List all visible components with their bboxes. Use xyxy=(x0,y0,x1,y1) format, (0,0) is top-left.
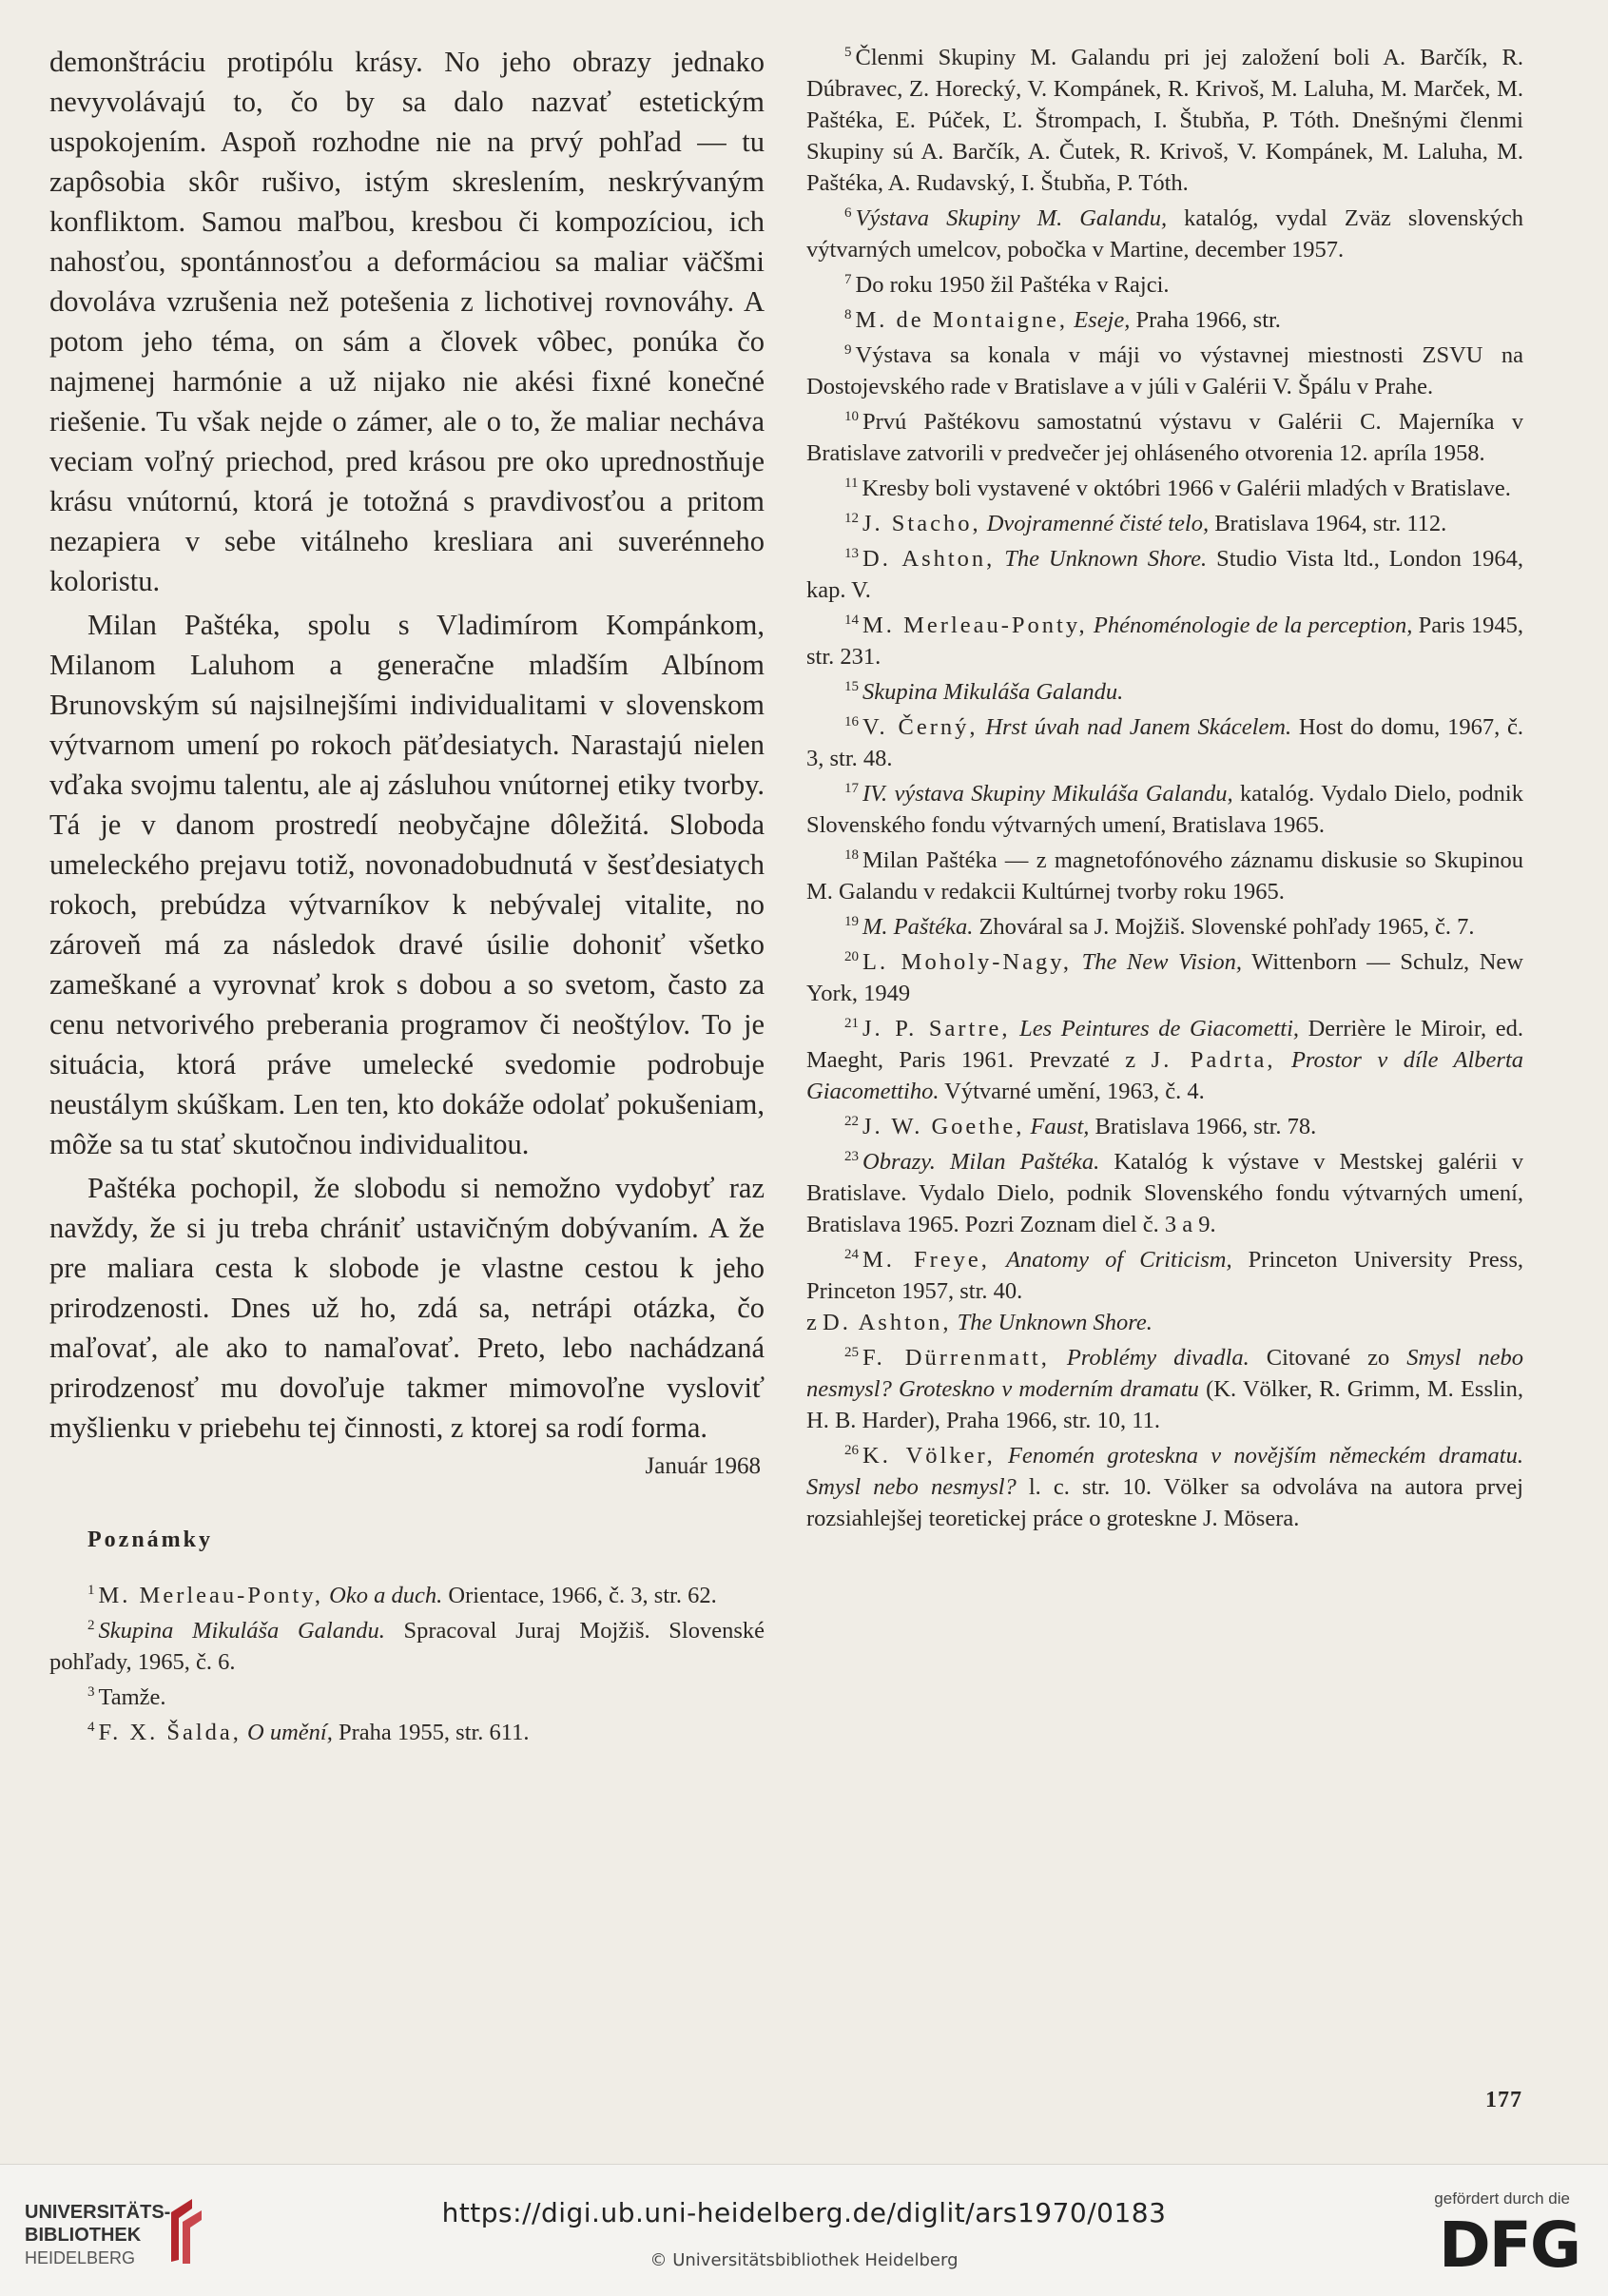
footnote xyxy=(806,340,1523,402)
footnote-text: J. P. Sartre, Les Peintures de Giacometti, Derrière le Miroir, ed. Maeght, Paris 1961. Prevzaté z J. Padrta, Prostor v díle Alberta Giacomettiho. Výtvarné umění, 1963, č. 4. xyxy=(806,1016,1523,1104)
footnote-number: 4 xyxy=(87,1719,95,1735)
footnote-text: F. Dürrenmatt, Problémy divadla. Citované zo Smysl nebo nesmysl? Groteskno v moderním dramatu (K. Völker, R. Grimm, M. Esslin, H. B. Harder), Praha 1966, str. 10, 11. xyxy=(806,1345,1524,1433)
footnote xyxy=(806,610,1523,672)
footnote xyxy=(49,1717,765,1748)
footnote-text: J. W. Goethe, Faust, Bratislava 1966, str. 78. xyxy=(862,1114,1317,1139)
footnote-number: 24 xyxy=(844,1246,859,1262)
footnote xyxy=(806,711,1523,774)
footnote-text: M. de Montaigne, Eseje, Praha 1966, str. xyxy=(855,307,1281,333)
footnote-number: 20 xyxy=(844,948,859,964)
footnote-number: 25 xyxy=(844,1344,859,1360)
footnote-number: 5 xyxy=(844,44,852,60)
footnote xyxy=(806,946,1523,1009)
footnote xyxy=(806,42,1523,199)
footnote xyxy=(806,911,1523,943)
footnote-text: Milan Paštéka — z magnetofónového záznamu diskusie so Skupinou M. Galandu v redakcii Kultúrnej tvorby roku 1965. xyxy=(806,847,1523,905)
footnote-number: 8 xyxy=(844,306,852,322)
footnote xyxy=(806,1440,1523,1534)
footnote xyxy=(49,1615,765,1678)
footnote xyxy=(806,203,1523,265)
footnote-text: Prvú Paštékovu samostatnú výstavu v Galérii C. Majerníka v Bratislave zatvorili v predvečer jej ohláseného otvorenia 12. apríla 1958. xyxy=(806,409,1523,466)
footnote-number: 2 xyxy=(87,1617,95,1633)
notes-column xyxy=(806,42,1523,1538)
footnote-number: 16 xyxy=(844,713,859,730)
footnote xyxy=(806,406,1523,469)
footnote-text: F. X. Šalda, O umění, Praha 1955, str. 611. xyxy=(98,1720,530,1745)
footnote xyxy=(806,778,1523,841)
footnote xyxy=(806,1146,1523,1240)
footnote-number: 1 xyxy=(87,1582,95,1598)
footnote-text: IV. výstava Skupiny Mikuláša Galandu, katalóg. Vydalo Dielo, podnik Slovenského fondu výtvarných umení, Bratislava 1965. xyxy=(806,781,1523,838)
footnote-text: Do roku 1950 žil Paštéka v Rajci. xyxy=(855,272,1170,298)
footnote xyxy=(806,1244,1523,1338)
footnote-number: 26 xyxy=(844,1442,859,1458)
dfg-logo[interactable]: DFG xyxy=(1438,2208,1579,2282)
footnote-number: 11 xyxy=(844,475,859,491)
footnote-number: 6 xyxy=(844,204,852,221)
footnote xyxy=(49,1580,765,1611)
footnote-text: V. Černý, Hrst úvah nad Janem Skácelem. Host do domu, 1967, č. 3, str. 48. xyxy=(806,714,1524,771)
footnote-text: D. Ashton, The Unknown Shore. Studio Vista ltd., London 1964, kap. V. xyxy=(806,546,1524,603)
footnote xyxy=(806,269,1523,301)
footnote-number: 21 xyxy=(844,1015,859,1031)
notes-heading: Poznámky xyxy=(87,1527,213,1552)
footnote xyxy=(49,1682,765,1713)
footnote-text: Kresby boli vystavené v októbri 1966 v Galérii mladých v Bratislave. xyxy=(862,476,1511,501)
footnote xyxy=(806,508,1523,539)
footnote-text: Obrazy. Milan Paštéka. Katalóg k výstave v Mestskej galérii v Bratislave. Vydalo Dielo, podnik Slovenského fondu výtvarných umení, Bratislava 1965. Pozri Zoznam diel č. 3 a 9. xyxy=(806,1149,1523,1237)
footnote xyxy=(806,676,1523,708)
viewer-footer xyxy=(0,2164,1608,2296)
footnote-text: M. Freye, Anatomy of Criticism, Princeton University Press, Princeton 1957, str. 40. z D. Ashton, The Unknown Shore. xyxy=(806,1247,1523,1335)
logo-line-1: UNIVERSITÄTS- xyxy=(25,2202,171,2223)
footnote-text: L. Moholy-Nagy, The New Vision, Wittenborn — Schulz, New York, 1949 xyxy=(806,949,1523,1006)
footnote-text: M. Merleau-Ponty, Oko a duch. Orientace, 1966, č. 3, str. 62. xyxy=(98,1583,717,1608)
footnote xyxy=(806,1342,1523,1436)
footnote-number: 14 xyxy=(844,612,859,628)
footnote-number: 19 xyxy=(844,913,859,929)
footnote-text: Skupina Mikuláša Galandu. xyxy=(862,679,1124,705)
footnote-number: 17 xyxy=(844,780,859,796)
footnote-number: 15 xyxy=(844,678,859,694)
logo-line-3: HEIDELBERG xyxy=(25,2248,136,2267)
footnote-text: M. Paštéka. Zhováral sa J. Mojžiš. Slovenské pohľady 1965, č. 7. xyxy=(862,914,1475,940)
footnote-number: 3 xyxy=(87,1683,95,1700)
footnote-text: Členmi Skupiny M. Galandu pri jej založení boli A. Barčík, R. Dúbravec, Z. Horecký, V. Kompánek, R. Krivoš, M. Laluha, M. Marček, M. Paštéka, E. Púček, Ľ. Štrompach, I. Štubňa, P. Tóth. Dnešnými členmi Skupiny sú A. Barčík, A. Čutek, R. Krivoš, V. Kompánek, M. Laluha, M. Paštéka, A. Rudavský, I. Štubňa, P. Tóth. xyxy=(806,45,1523,196)
main-text-column xyxy=(49,42,765,1752)
page-number: 177 xyxy=(1485,2088,1522,2112)
footnote-number: 12 xyxy=(844,510,859,526)
dfg-caption: gefördert durch die xyxy=(1434,2189,1570,2208)
footnote-number: 18 xyxy=(844,846,859,863)
logo-line-2: BIBLIOTHEK xyxy=(25,2225,142,2246)
footnote xyxy=(806,845,1523,907)
footnote xyxy=(806,473,1523,504)
footnote-text: J. Stacho, Dvojramenné čisté telo, Bratislava 1964, str. 112. xyxy=(862,511,1447,536)
footnote-text: Skupina Mikuláša Galandu. Spracoval Juraj Mojžiš. Slovenské pohľady, 1965, č. 6. xyxy=(49,1618,765,1675)
document-url-link[interactable]: https://digi.ub.uni-heidelberg.de/diglit/ars1970/0183 xyxy=(441,2197,1167,2228)
footnote xyxy=(806,1111,1523,1142)
copyright-notice: © Universitätsbibliothek Heidelberg xyxy=(649,2250,959,2270)
footnote-number: 22 xyxy=(844,1113,859,1129)
body-paragraph-1: demonštráciu protipólu krásy. No jeho obrazy jednako nevyvolávajú to, čo by sa dalo nazvať estetickým uspokojením. Aspoň rozhodne nie na prvý pohľad — tu zapôsobia skôr rušivo, istým skreslením, neskrývaným konfliktom. Samou maľbou, kresbou či kompozíciou, ich nahosťou, spontánnosťou a deformáciou sa maliar väčšmi dovoláva vzrušenia než potešenia z lichotivej rovnováhy. A potom jeho téma, on sám a človek vôbec, ponúka čo najmenej harmónie a už nijako nie akési fixné konečné riešenie. Tu však nejde o zámer, ale o to, že maliar necháva veciam voľný priechod, pred krásou pre oko uprednostňuje krásu vnútornú, ktorá je totožná s pravdivosťou a pritom nezapiera v sebe vitálneho kresliara ani suverénneho koloristu. xyxy=(49,46,765,597)
footnote-text: Výstava Skupiny M. Galandu, katalóg, vydal Zväz slovenských výtvarných umelcov, pobočka v Martine, december 1957. xyxy=(806,205,1523,263)
footnote xyxy=(806,1013,1523,1107)
footnote-number: 7 xyxy=(844,271,852,287)
body-paragraph-3: Paštéka pochopil, že slobodu si nemožno vydobyť raz navždy, že si ju treba chrániť ustavičným dobývaním. A že pre maliara cesta k slobode je vlastne cestou k jeho prirodzenosti. Dnes už ho, zdá sa, netrápi otázka, čo maľovať, ale ako to namaľovať. Preto, lebo nachádzaná prirodzenosť mu dovoľuje takmer mimovoľne vysloviť myšlienku v priebehu tej činnosti, z ktorej sa rodí forma. xyxy=(49,1172,765,1444)
body-paragraph-2: Milan Paštéka, spolu s Vladimírom Kompánkom, Milanom Laluhom a generačne mladším Albínom Brunovským sú najsilnejšími individualitami v slovenskom výtvarnom umení po rokoch päťdesiatych. Narastajú nielen vďaka svojmu talentu, ale aj zásluhou vnútornej etiky tvorby. Tá je v danom prostredí neobyčajne dôležitá. Sloboda umeleckého prejavu totiž, novonadobudnutá v šesťdesiatych rokoch, prebúdza výtvarníkov k nebývalej vitalite, no zároveň má za následok dravé úsilie dohoniť všetko zameškané a vyrovnať krok s dobou a so svetom, často za cenu netvorivého preberania programov či neoštýlov. To je situácia, ktorá práve umelecké svedomie podrobuje neustálym skúškam. Len ten, kto dokáže odolať pokušeniam, môže sa tu stať skutočnou individualitou. xyxy=(49,609,765,1160)
notes-list-left xyxy=(49,1580,765,1748)
footnote-text: Tamže. xyxy=(98,1684,166,1710)
date-signoff: Január 1968 xyxy=(645,1453,761,1479)
footnote-number: 9 xyxy=(844,341,852,358)
footnote xyxy=(806,543,1523,606)
footnote-text: K. Völker, Fenomén groteskna v novějším německém dramatu. Smysl nebo nesmysl? l. c. str. 10. Völker sa odvoláva na autora prvej rozsiahlejšej teoretickej práce o groteskne J. Mösera. xyxy=(806,1443,1523,1531)
footnote-number: 10 xyxy=(844,408,859,424)
footnote-text: M. Merleau-Ponty, Phénoménologie de la perception, Paris 1945, str. 231. xyxy=(806,613,1523,670)
footnote-text: Výstava sa konala v máji vo výstavnej miestnosti ZSVU na Dostojevského rade v Bratislave a v júli v Galérii V. Špálu v Prahe. xyxy=(806,342,1523,399)
footnote-number: 23 xyxy=(844,1148,859,1164)
footnote-number: 13 xyxy=(844,545,859,561)
footnote xyxy=(806,304,1523,336)
notes-list-right xyxy=(806,42,1523,1534)
